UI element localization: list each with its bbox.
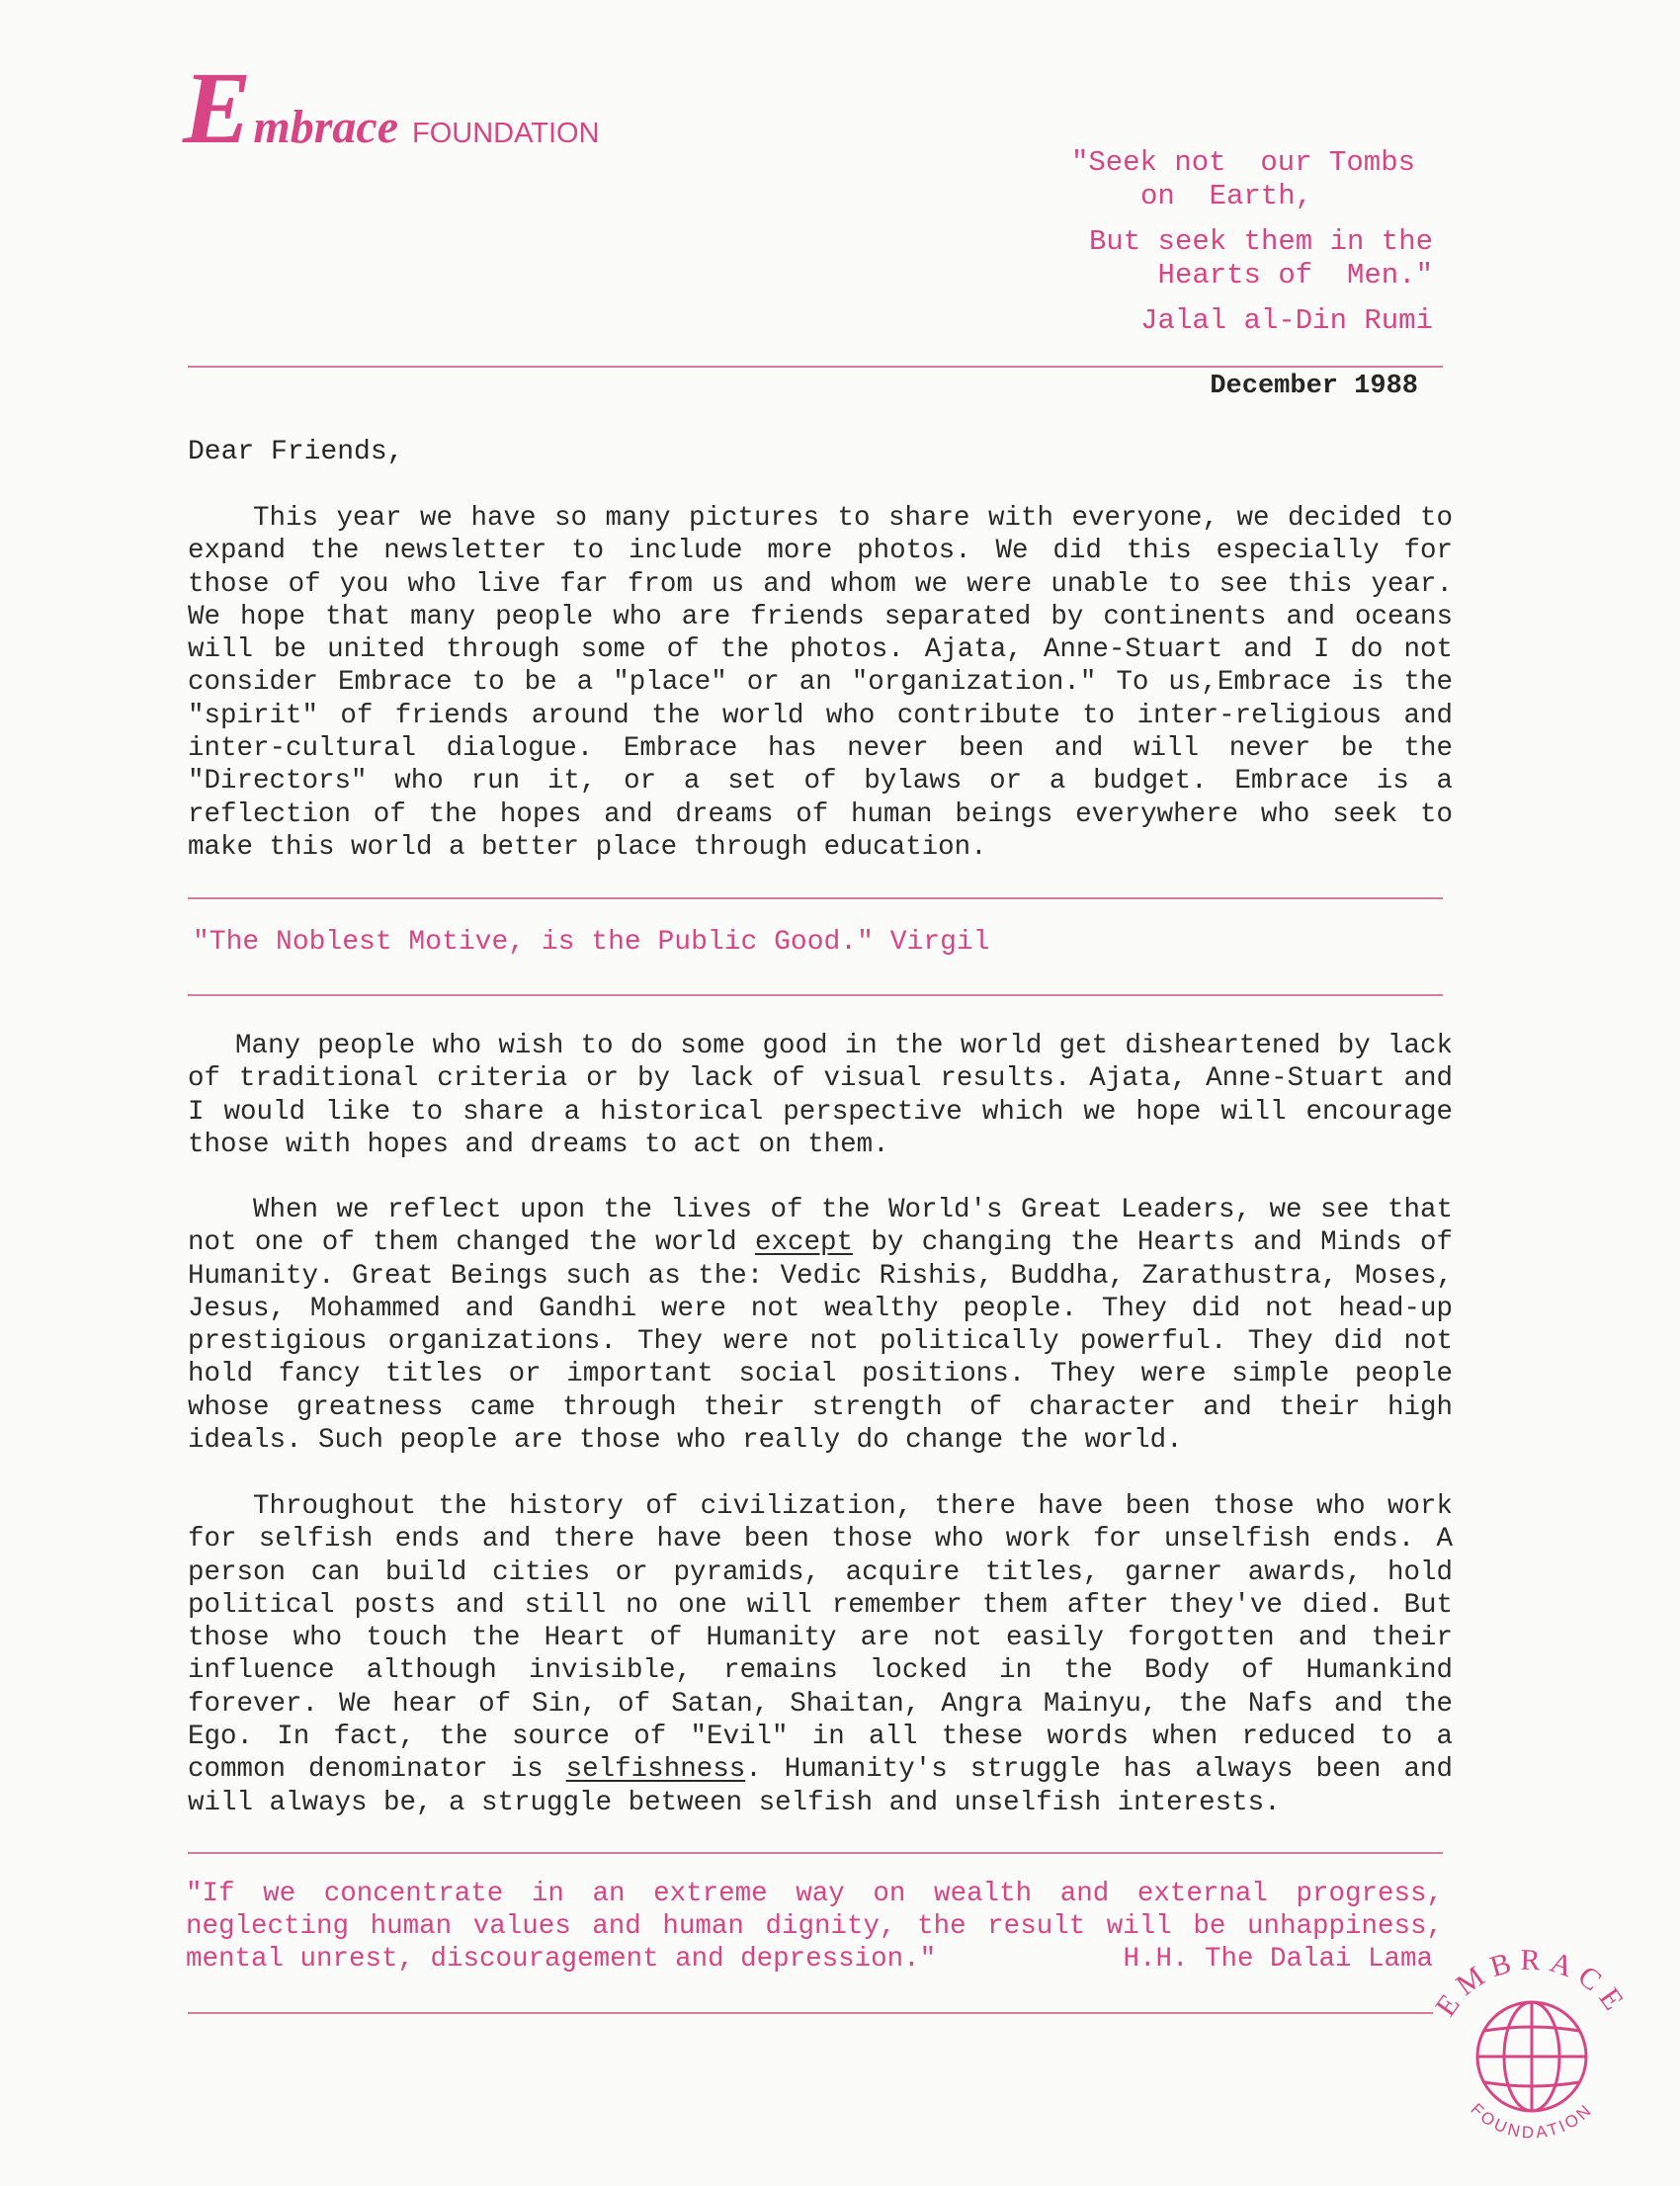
text-span: When we reflect upon the lives of the World's Great Leaders, we see that not one of them changed the world <box>188 1195 1453 1259</box>
embrace-logo <box>183 51 600 165</box>
epigraph-line: Hearts of Men." <box>1157 259 1433 292</box>
dalai-lama-quote <box>186 1878 1443 1976</box>
divider <box>188 1852 1443 1854</box>
divider <box>188 994 1443 996</box>
logo-foundation: FOUNDATION <box>412 118 600 149</box>
epigraph-line: on Earth, <box>1139 180 1312 212</box>
rumi-epigraph <box>919 146 1433 338</box>
seal-top-text: EMBRACE <box>1429 1943 1635 2023</box>
embrace-globe-seal <box>1413 1932 1650 2169</box>
divider <box>188 2012 1433 2014</box>
paragraph-text: This year we have so many pictures to share with everyone, we decided to expand the newsletter to include more photos. We did this especially for those of you who live far from us and whom we were unable to see this year. We hope that many people who are friends separated by continents and oceans will be united through some of the photos. Ajata, Anne-Stuart and I do not consider Embrace to be a "place" or an "organization." To us,Embrace is the "spirit" of friends around the world who contribute to inter-religious and inter-cultural dialogue. Embrace has never been and will never be the "Directors" who run it, or a set of bylaws or a budget. Embrace is a reflection of the hopes and dreams of human beings everywhere who seek to make this world a better place through education. <box>188 503 1453 863</box>
paragraph-perspective <box>188 1030 1453 1161</box>
underlined-word: selfishness <box>565 1754 746 1786</box>
epigraph-line: But seek them in the <box>1088 225 1433 258</box>
text-span: Throughout the history of civilization, there have been those who work for selfish ends and there have been those who work for unselfish ends. A person can build cities or pyramids, acquire titles, garner awards, hold political posts and still no one will remember them after they've died. But those who touch the Heart of Humanity are not easily forgotten and their influence although invisible, remains locked in the Body of Humankind forever. We hear of Sin, of Satan, Shaitan, Angra Mainyu, the Nafs and the Ego. In fact, the source of "Evil" in all these words when reduced to a common denominator is <box>188 1491 1453 1786</box>
paragraph-text <box>188 1490 1453 1819</box>
salutation: Dear Friends, <box>188 437 404 467</box>
newsletter-date: December 1988 <box>1210 372 1418 401</box>
header-rule <box>188 366 1443 368</box>
logo-initial: E <box>183 51 252 165</box>
globe-icon <box>1477 2002 1586 2111</box>
paragraph-text <box>188 1194 1453 1457</box>
dalai-quote-text: "If we concentrate in an extreme way on wealth and external progress, neglecting human values and human dignity, the result will be unhappiness, mental unrest, discouragement and depression." <box>186 1879 1443 1975</box>
divider <box>188 897 1443 899</box>
paragraph-text: Many people who wish to do some good in the world get disheartened by lack of traditional criteria or by lack of visual results. Ajata, Anne-Stuart and I would like to share a historical perspective which we hope will encourage those with hopes and dreams to act on them. <box>188 1031 1453 1160</box>
logo-word: mbrace <box>253 101 398 153</box>
text-span: . Humanity's struggle has always been and will always be, a struggle between selfish and unselfish interests. <box>188 1754 1453 1818</box>
paragraph-civilization <box>188 1490 1453 1819</box>
text-span: by changing the Hearts and Minds of Humanity. Great Beings such as the: Vedic Rishis, Buddha, Zarathustra, Moses, Jesus, Mohammed and Gandhi were not wealthy people. They did not head-up prestigious organizations. They were not politically powerful. They did not hold fancy titles or important social positions. They were simple people whose greatness came through their strength of character and their high ideals. Such people are those who really do change the world. <box>188 1227 1453 1457</box>
underlined-word: except <box>754 1227 853 1259</box>
seal-bottom-text: FOUNDATION <box>1467 2099 1597 2143</box>
epigraph-author: Jalal al-Din Rumi <box>1140 304 1433 337</box>
epigraph-line: "Seek not our Tombs <box>1070 146 1415 179</box>
virgil-quote: "The Noblest Motive, is the Public Good." Virgil <box>193 927 990 958</box>
paragraph-great-leaders <box>188 1194 1453 1457</box>
paragraph-intro <box>188 502 1453 864</box>
dalai-quote-attribution: H.H. The Dalai Lama <box>1123 1944 1433 1975</box>
